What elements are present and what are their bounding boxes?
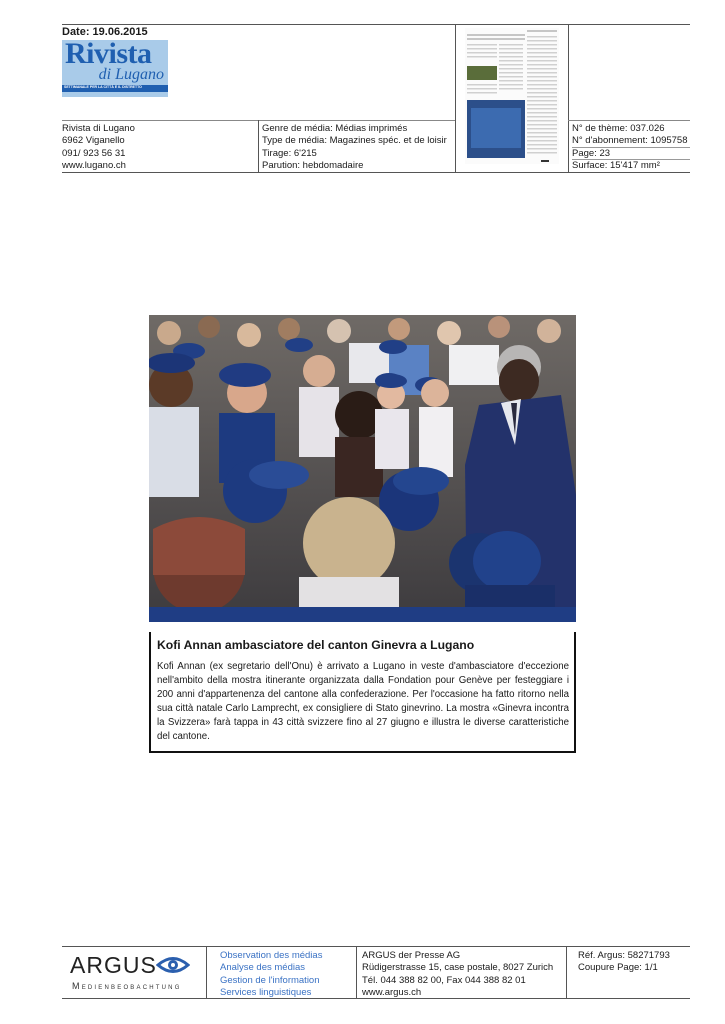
logo-title: Rivista (65, 40, 152, 70)
article-headline: Kofi Annan ambasciatore del canton Ginevra a Lugano (157, 638, 475, 652)
footer-divider-2 (356, 946, 357, 998)
theme-number: N° de thème: 037.026 (572, 123, 665, 134)
company-name: ARGUS der Presse AG (362, 950, 461, 961)
theme-underline-1 (572, 147, 690, 148)
meta-top-rule-right (568, 120, 690, 121)
service-observation: Observation des médias (220, 950, 323, 961)
theme-underline-2 (572, 159, 690, 160)
company-street: Rüdigerstrasse 15, case postale, 8027 Zurich (362, 962, 554, 974)
thumb-left-rule (455, 24, 456, 172)
publisher-phone: 091/ 923 56 31 (62, 147, 126, 159)
company-phone: Tél. 044 388 82 00, Fax 044 388 82 01 (362, 974, 526, 986)
service-analyse: Analyse des médias (220, 962, 306, 974)
thumb-right-rule (568, 24, 569, 172)
publisher-web: www.lugano.ch (62, 159, 126, 171)
footer-top-rule (62, 946, 690, 947)
publication-logo (62, 40, 168, 97)
logo-tagline: SETTIMANALE PER LA CITTÀ E IL DISTRETTO (64, 85, 142, 89)
clipping-date: Date: 19.06.2015 (62, 26, 148, 38)
article-body: Kofi Annan (ex segretario dell'Onu) è arrivato a Lugano in veste d'ambasciatore d'eccezione nell'ambito della mostra itinerante organizzata dalla Fondation pour Genève per festeggiare i 200 anni d'appartenenza del cantone alla confederazione. Per l'occasione ha fatto ritorno nella sua città natale Carlo Lamprecht, ex consigliere di Stato ginevrino. La mostra «Ginevra incontra la Svizzera» farà tappa in 43 città svizzere fino al 27 giugno e illustra le diverse caratteristiche del cantone. (157, 661, 569, 742)
logo-subtitle: di Lugano (98, 66, 164, 83)
service-gestion: Gestion de l'information (220, 974, 320, 986)
publisher-block (62, 123, 135, 172)
footer-divider-1 (206, 946, 207, 998)
page-number: Page: 23 (572, 147, 611, 159)
subscription-number: N° d'abonnement: 1095758 (572, 135, 688, 147)
service-linguistiques: Services linguistiques (220, 986, 312, 998)
argus-logo-text: ARGUS (70, 952, 157, 978)
page-thumbnail (465, 28, 559, 164)
footer-divider-3 (566, 946, 567, 998)
article-caption-box (149, 632, 576, 753)
media-genre: Genre de média: Médias imprimés (262, 123, 408, 134)
address-block (362, 950, 553, 999)
meta-divider-1 (258, 120, 259, 172)
publisher-city: 6962 Viganello (62, 135, 125, 147)
reference-block (578, 950, 670, 975)
article-photo (149, 315, 576, 622)
media-block (262, 123, 447, 172)
header-bottom-rule (62, 172, 690, 173)
coupure-page: Coupure Page: 1/1 (578, 962, 658, 974)
services-block (220, 950, 322, 999)
argus-logo-subtitle: Medienbeobachtung (72, 981, 182, 991)
publisher-name: Rivista di Lugano (62, 123, 135, 134)
media-parution: Parution: hebdomadaire (262, 159, 364, 171)
media-type: Type de média: Magazines spéc. et de loisir (262, 135, 447, 147)
media-tirage: Tirage: 6'215 (262, 147, 317, 159)
argus-reference: Réf. Argus: 58271793 (578, 950, 670, 961)
eye-icon (156, 952, 190, 983)
header-top-rule (62, 24, 690, 25)
surface: Surface: 15'417 mm² (572, 159, 660, 171)
company-web: www.argus.ch (362, 986, 422, 998)
